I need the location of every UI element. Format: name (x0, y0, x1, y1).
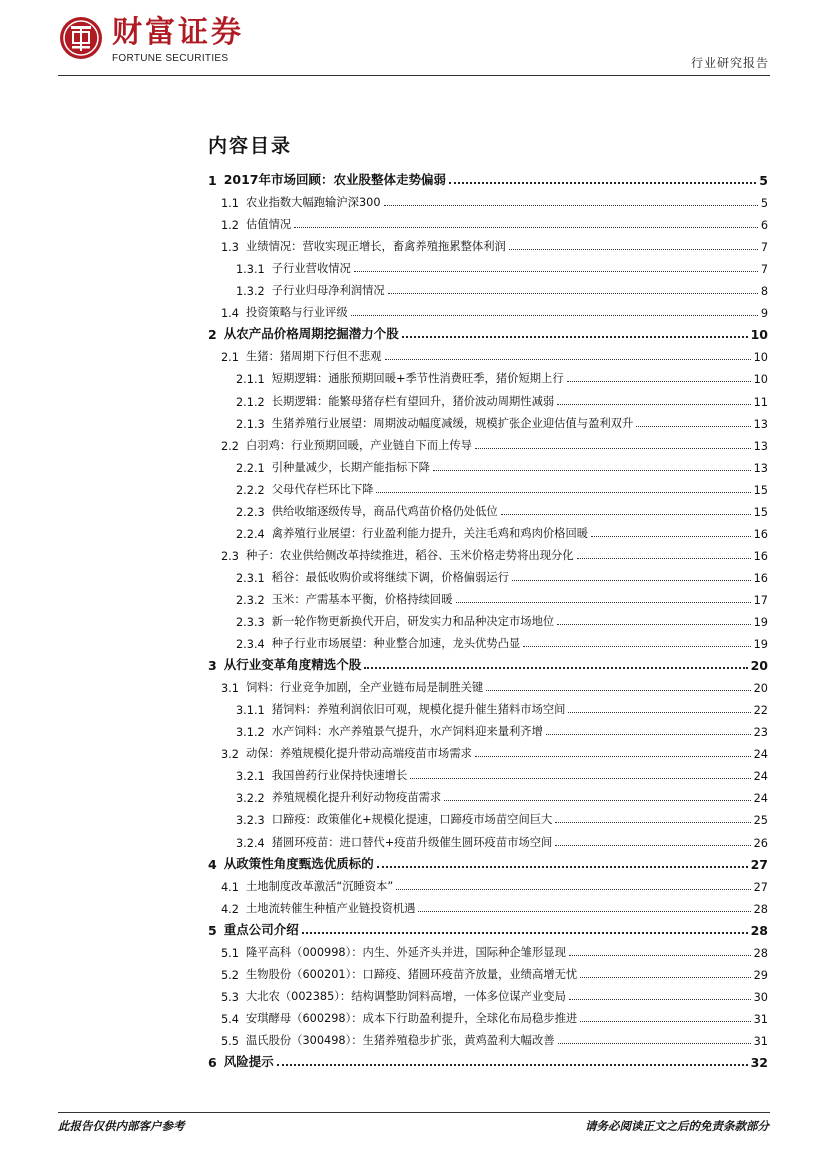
toc-entry-page: 27 (750, 856, 768, 872)
toc-entry-number: 2.1.1 (236, 373, 265, 387)
toc-entry-page: 19 (753, 616, 768, 629)
toc-entry[interactable] (236, 763, 768, 783)
toc-entry-page: 16 (753, 549, 768, 563)
toc-leader-dots (636, 426, 750, 427)
toc-entry[interactable] (221, 212, 768, 232)
toc-entry-number: 3.2.3 (236, 814, 265, 828)
toc-entry-number: 4.2 (221, 902, 239, 916)
toc-entry[interactable] (236, 499, 768, 519)
toc-entry-page: 7 (760, 263, 768, 277)
toc-entry-page: 24 (753, 792, 768, 806)
toc-entry-page: 27 (753, 880, 768, 894)
footer-divider (58, 1112, 770, 1113)
toc-entry-text: 供给收缩逐级传导，商品代鸡苗价格仍处低位 (271, 504, 498, 518)
toc-entry[interactable] (208, 918, 768, 938)
toc-entry-text: 短期逻辑：通胀预期回暖+季节性消费旺季，猪价短期上行 (271, 372, 564, 386)
toc-entry[interactable] (221, 300, 768, 320)
toc-entry[interactable] (208, 322, 768, 342)
toc-entry-page: 13 (753, 439, 768, 453)
toc-leader-dots (456, 602, 751, 603)
toc-entry-text: 生猪：猪周期下行但不悲观 (245, 350, 382, 364)
toc-entry-number: 2.3.1 (236, 571, 265, 585)
toc-entry[interactable] (221, 675, 768, 695)
toc-entry-text: 种子：农业供给侧改革持续推进，稻谷、玉米价格走势将出现分化 (245, 548, 574, 562)
toc-entry-number: 3.1.1 (236, 704, 265, 718)
toc-entry-text: 我国兽药行业保持快速增长 (271, 769, 408, 783)
toc-entry-number: 2.3.4 (236, 638, 265, 652)
toc-entry[interactable] (221, 1028, 768, 1048)
toc-entry-page: 26 (753, 836, 768, 850)
toc-leader-dots (486, 690, 750, 691)
toc-leader-dots (433, 470, 751, 471)
toc-entry-text: 风险提示 (223, 1054, 274, 1069)
toc-entry-text: 猪圆环疫苗：进口替代+疫苗升级催生圆环疫苗市场空间 (271, 835, 553, 849)
toc-entry[interactable] (236, 256, 768, 276)
toc-entry-number: 5.2 (221, 968, 239, 982)
toc-entry-page: 19 (753, 638, 768, 652)
toc-entry[interactable] (236, 389, 768, 409)
toc-entry-page: 16 (753, 527, 768, 541)
toc-entry-text: 农业指数大幅跑输沪深300 (245, 196, 381, 210)
toc-leader-dots (569, 955, 751, 956)
toc-leader-dots (512, 580, 751, 581)
toc-entry-page: 20 (750, 658, 768, 674)
toc-entry-number: 2.2.4 (236, 527, 265, 541)
toc-entry-page: 13 (753, 461, 768, 475)
toc-entry-number: 2.1.2 (236, 395, 265, 409)
toc-entry[interactable] (221, 984, 768, 1004)
toc-entry-number: 2.2.1 (236, 461, 265, 475)
toc-entry-number: 2.3.3 (236, 616, 265, 629)
toc-leader-dots (444, 800, 750, 801)
toc-leader-dots (294, 227, 758, 228)
toc-leader-dots (277, 1064, 748, 1066)
toc-entry-text: 大北农（002385）：结构调整助饲料高增，一体多位谋产业变局 (245, 989, 566, 1003)
toc-entry-number: 2.2.3 (236, 505, 265, 519)
footer-disclaimer-left: 此报告仅供内部客户参考 (58, 1119, 185, 1133)
toc-entry-number: 3.1.2 (236, 726, 265, 740)
toc-entry-text: 温氏股份（300498）：生猪养殖稳步扩张，黄鸡盈利大幅改善 (245, 1033, 555, 1047)
toc-entry-text: 长期逻辑：能繁母猪存栏有望回升，猪价波动周期性减弱 (271, 394, 555, 408)
toc-entry-number: 4.1 (221, 880, 239, 894)
toc-entry-text: 土地制度改革激活“沉睡资本” (245, 879, 394, 893)
toc-leader-dots (555, 822, 750, 823)
toc-leader-dots (351, 315, 758, 316)
toc-entry-text: 养殖规模化提升利好动物疫苗需求 (271, 791, 442, 805)
toc-leader-dots (580, 977, 750, 978)
toc-entry-number: 1 (208, 173, 217, 188)
toc-entry-number: 1.3 (221, 241, 239, 255)
toc-entry[interactable] (236, 697, 768, 717)
toc-entry-text: 安琪酵母（600298）：成本下行助盈利提升，全球化布局稳步推进 (245, 1011, 578, 1025)
toc-entry-text: 禽养殖行业展望：行业盈利能力提升，关注毛鸡和鸡肉价格回暖 (271, 526, 589, 540)
toc-leader-dots (557, 404, 750, 405)
toc-leader-dots (555, 845, 750, 846)
toc-entry[interactable] (221, 234, 768, 254)
brand-name-cn: 财富证券 (112, 15, 244, 50)
toc-entry-page: 11 (753, 395, 768, 409)
toc-leader-dots (546, 734, 751, 735)
fortune-seal-icon (58, 15, 104, 61)
toc-entry[interactable] (236, 278, 768, 298)
toc-entry[interactable] (221, 344, 768, 364)
toc-leader-dots (509, 249, 758, 250)
toc-entry-page: 5 (760, 197, 768, 211)
toc-entry-page: 32 (750, 1055, 768, 1070)
toc-entry[interactable] (221, 874, 768, 894)
toc-entry-text: 2017年市场回顾：农业股整体走势偏弱 (223, 172, 446, 187)
toc-entry-page: 28 (753, 902, 768, 916)
toc-entry-text: 动保：养殖规模化提升带动高端疫苗市场需求 (245, 747, 472, 761)
toc-entry-page: 10 (753, 351, 768, 365)
toc-entry-text: 父母代存栏环比下降 (271, 482, 374, 496)
toc-entry-page: 29 (753, 968, 768, 982)
toc-entry-text: 业绩情况：营收实现正增长，畜禽养殖拖累整体利润 (245, 240, 506, 254)
toc-title: 内容目录 (208, 135, 293, 157)
toc-entry-page: 13 (753, 417, 768, 431)
toc-leader-dots (577, 558, 751, 559)
toc-entry-page: 10 (750, 327, 768, 343)
toc-entry-page: 8 (760, 285, 768, 299)
toc-entry-number: 2 (208, 327, 217, 343)
toc-entry[interactable] (236, 411, 768, 431)
toc-entry[interactable] (221, 1006, 768, 1026)
toc-entry-text: 估值情况 (245, 218, 292, 232)
toc-entry[interactable] (221, 940, 768, 960)
footer-disclaimer-right: 请务必阅读正文之后的免责条款部分 (585, 1119, 769, 1133)
toc-entry[interactable] (236, 521, 768, 541)
toc-entry-number: 2.3.2 (236, 593, 265, 607)
toc-entry-number: 2.3 (221, 549, 239, 563)
toc-entry-text: 口蹄疫：政策催化+规模化提速，口蹄疫市场苗空间巨大 (271, 813, 553, 827)
toc-leader-dots (568, 712, 750, 713)
toc-entry-page: 5 (759, 173, 768, 188)
toc-leader-dots (449, 182, 756, 184)
toc-entry-text: 从农产品价格周期挖掘潜力个股 (223, 326, 399, 342)
toc-entry[interactable] (221, 433, 768, 453)
toc-entry-text: 子行业营收情况 (271, 262, 351, 276)
toc-entry-page: 31 (753, 1034, 768, 1048)
page-header (0, 0, 827, 80)
toc-entry-page: 24 (753, 748, 768, 762)
toc-entry-text: 从行业变革角度精选个股 (223, 657, 362, 673)
toc-entry-text: 白羽鸡：行业预期回暖，产业链自下而上传导 (245, 438, 472, 452)
toc-entry-text: 稻谷：最低收购价或将继续下调，价格偏弱运行 (271, 570, 509, 584)
toc-entry[interactable] (236, 719, 768, 739)
toc-leader-dots (418, 911, 750, 912)
toc-entry-page: 15 (753, 505, 768, 519)
toc-entry-page: 23 (753, 726, 768, 740)
toc-entry-page: 6 (760, 219, 768, 233)
toc-entry-text: 生猪养殖行业展望：周期波动幅度减缓，规模扩张企业迎估值与盈利双升 (271, 416, 634, 430)
toc-entry-number: 3.2 (221, 748, 239, 762)
toc-entry-number: 1.4 (221, 307, 239, 321)
toc-entry-number: 1.3.2 (236, 285, 265, 299)
toc-entry-number: 2.1.3 (236, 417, 265, 431)
toc-entry[interactable] (236, 477, 768, 497)
toc-entry-number: 2.2 (221, 439, 239, 453)
toc-entry-number: 1.1 (221, 197, 239, 211)
toc-entry-page: 20 (753, 682, 768, 696)
toc-entry[interactable] (208, 852, 768, 872)
toc-entry-text: 子行业归母净利润情况 (271, 284, 385, 298)
header-divider (58, 75, 770, 76)
toc-entry-page: 30 (753, 990, 768, 1004)
toc-entry-number: 3.2.1 (236, 770, 265, 784)
toc-entry[interactable] (236, 366, 768, 386)
toc-entry-number: 4 (208, 856, 217, 872)
toc-entry[interactable] (208, 168, 768, 188)
toc-entry-text: 新一轮作物更新换代开启，研发实力和品种决定市场地位 (271, 615, 555, 628)
toc-leader-dots (523, 646, 750, 647)
toc-leader-dots (501, 514, 751, 515)
toc-entry-number: 5 (208, 922, 217, 938)
toc-leader-dots (402, 336, 748, 338)
toc-entry-text: 隆平高科（000998）：内生、外延齐头并进，国际种企雏形显现 (245, 945, 566, 959)
toc-entry-number: 5.5 (221, 1034, 239, 1048)
toc-entry[interactable] (236, 609, 768, 629)
toc-entry-page: 9 (760, 307, 768, 321)
toc-entry[interactable] (236, 587, 768, 607)
toc-entry[interactable] (208, 1050, 768, 1070)
toc-entry-number: 5.3 (221, 990, 239, 1004)
toc-leader-dots (475, 756, 751, 757)
toc-leader-dots (354, 271, 758, 272)
toc-leader-dots (364, 667, 747, 669)
toc-entry-text: 土地流转催生种植产业链投资机遇 (245, 901, 416, 915)
toc-leader-dots (580, 1021, 750, 1022)
toc-entry-text: 重点公司介绍 (223, 921, 299, 937)
toc-entry[interactable] (236, 631, 768, 651)
toc-leader-dots (558, 1043, 751, 1044)
toc-entry[interactable] (236, 455, 768, 475)
report-type-label: 行业研究报告 (690, 56, 769, 70)
toc-entry-text: 玉米：产需基本平衡，价格持续回暖 (271, 592, 453, 606)
toc-entry-number: 5.1 (221, 946, 239, 960)
toc-entry-number: 6 (208, 1055, 217, 1070)
toc-entry-number: 3.2.4 (236, 836, 265, 850)
toc-entry-text: 猪饲料：养殖利润依旧可观，规模化提升催生猪料市场空间 (271, 703, 566, 717)
toc-entry-page: 10 (753, 373, 768, 387)
toc-entry[interactable] (221, 543, 768, 563)
toc-leader-dots (410, 778, 750, 779)
toc-entry-page: 16 (753, 571, 768, 585)
toc-entry-text: 种子行业市场展望：种业整合加速，龙头优势凸显 (271, 637, 521, 651)
toc-entry[interactable] (221, 190, 768, 210)
toc-leader-dots (396, 889, 750, 890)
toc-leader-dots (377, 866, 748, 868)
toc-entry-number: 1.2 (221, 219, 239, 233)
toc-entry-page: 17 (753, 593, 768, 607)
toc-entry-number: 1.3.1 (236, 263, 265, 277)
toc-entry[interactable] (221, 962, 768, 982)
toc-leader-dots (302, 932, 748, 934)
toc-leader-dots (376, 492, 750, 493)
toc-entry[interactable] (236, 807, 768, 827)
toc-entry-text: 生物股份（600201）：口蹄疫、猪圆环疫苗齐放量，业绩高增无忧 (245, 967, 578, 981)
toc-entry[interactable] (236, 785, 768, 805)
toc-leader-dots (557, 624, 750, 625)
toc-entry-number: 2.2.2 (236, 483, 265, 497)
toc-leader-dots (475, 448, 751, 449)
toc-leader-dots (591, 536, 751, 537)
toc-entry-page: 31 (753, 1012, 768, 1026)
toc-entry-text: 投资策略与行业评级 (245, 306, 348, 320)
toc-entry[interactable] (221, 896, 768, 916)
toc-leader-dots (384, 205, 758, 206)
toc-leader-dots (567, 381, 751, 382)
toc-entry-text: 饲料：行业竞争加剧，全产业链布局是制胜关键 (245, 681, 484, 695)
brand-name-en: FORTUNE SECURITIES (112, 53, 229, 64)
toc-entry-page: 7 (760, 241, 768, 255)
toc-entry-text: 引种量减少，长期产能指标下降 (271, 460, 430, 474)
toc-entry-number: 3 (208, 658, 217, 674)
toc-entry[interactable] (236, 565, 768, 585)
toc-leader-dots (385, 359, 751, 360)
toc-entry-number: 5.4 (221, 1012, 239, 1026)
toc-entry[interactable] (208, 653, 768, 673)
toc-entry-number: 3.1 (221, 682, 239, 696)
toc-entry[interactable] (236, 830, 768, 850)
toc-entry-page: 25 (753, 814, 768, 828)
toc-entry-page: 15 (753, 483, 768, 497)
toc-entry-text: 水产饲料：水产养殖景气提升，水产饲料迎来量利齐增 (271, 725, 543, 739)
toc-leader-dots (569, 999, 751, 1000)
toc-entry-page: 22 (753, 704, 768, 718)
toc-entry[interactable] (221, 741, 768, 761)
toc-entry-page: 28 (750, 922, 768, 938)
toc-entry-text: 从政策性角度甄选优质标的 (223, 855, 374, 871)
toc-entry-page: 24 (753, 770, 768, 784)
toc-leader-dots (388, 293, 758, 294)
toc-entry-number: 3.2.2 (236, 792, 265, 806)
toc-entry-number: 2.1 (221, 351, 239, 365)
toc-entry-page: 28 (753, 946, 768, 960)
